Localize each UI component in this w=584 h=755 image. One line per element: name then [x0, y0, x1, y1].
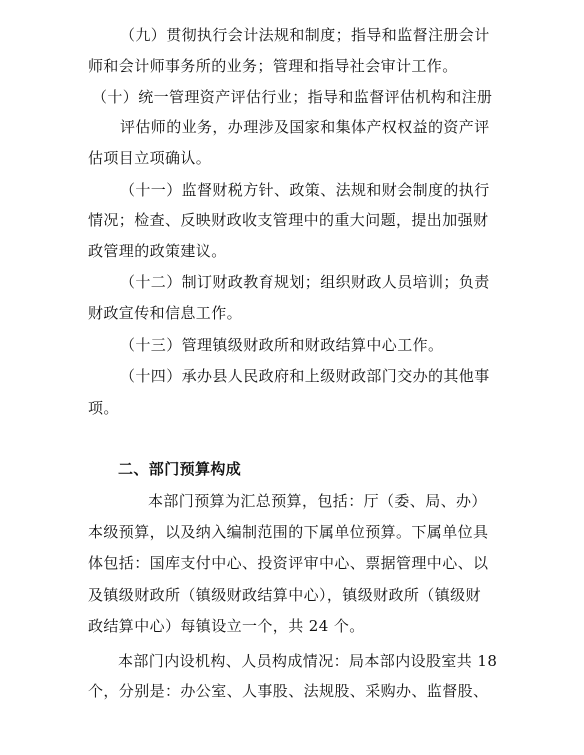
budget-paragraph-line-5: 政结算中心）每镇设立一个，共 24 个。 [88, 617, 365, 635]
item-11-line-2: 情况；检查、反映财政收支管理中的重大问题，提出加强财 [88, 211, 489, 229]
item-11-line-1: （十一）监督财税方针、政策、法规和财会制度的执行 [120, 181, 490, 199]
structure-paragraph-line-2: 个，分别是：办公室、人事股、法规股、采购办、监督股、 [88, 682, 489, 700]
item-10-line-1: （十）统一管理资产评估行业；指导和监督评估机构和注册 [92, 88, 493, 106]
item-11-line-3: 政管理的政策建议。 [88, 242, 227, 260]
budget-paragraph-line-1: 本部门预算为汇总预算，包括：厅（委、局、办） [148, 492, 487, 510]
budget-paragraph-line-4: 及镇级财政所（镇级财政结算中心），镇级财政所（镇级财 [88, 586, 481, 604]
item-14-line-2: 项。 [88, 399, 119, 417]
item-10-line-2: 评估师的业务，办理涉及国家和集体产权权益的资产评 [120, 118, 490, 136]
budget-paragraph-line-2: 本级预算，以及纳入编制范围的下属单位预算。下属单位具 [88, 523, 489, 541]
item-12-line-1: （十二）制订财政教育规划；组织财政人员培训；负责 [120, 273, 490, 291]
item-9-line-1: （九）贯彻执行会计法规和制度；指导和监督注册会计 [120, 26, 490, 44]
item-10-line-3: 估项目立项确认。 [88, 149, 212, 167]
budget-paragraph-line-3: 体包括：国库支付中心、投资评审中心、票据管理中心、以 [88, 554, 489, 572]
item-13-line-1: （十三）管理镇级财政所和财政结算中心工作。 [120, 336, 444, 354]
structure-paragraph-line-1: 本部门内设机构、人员构成情况：局本部内设股室共 18 [118, 652, 498, 670]
item-9-line-2: 师和会计师事务所的业务；管理和指导社会审计工作。 [88, 57, 458, 75]
item-14-line-1: （十四）承办县人民政府和上级财政部门交办的其他事 [120, 367, 490, 385]
section-heading: 二、部门预算构成 [118, 460, 242, 478]
item-12-line-2: 财政宣传和信息工作。 [88, 304, 243, 322]
